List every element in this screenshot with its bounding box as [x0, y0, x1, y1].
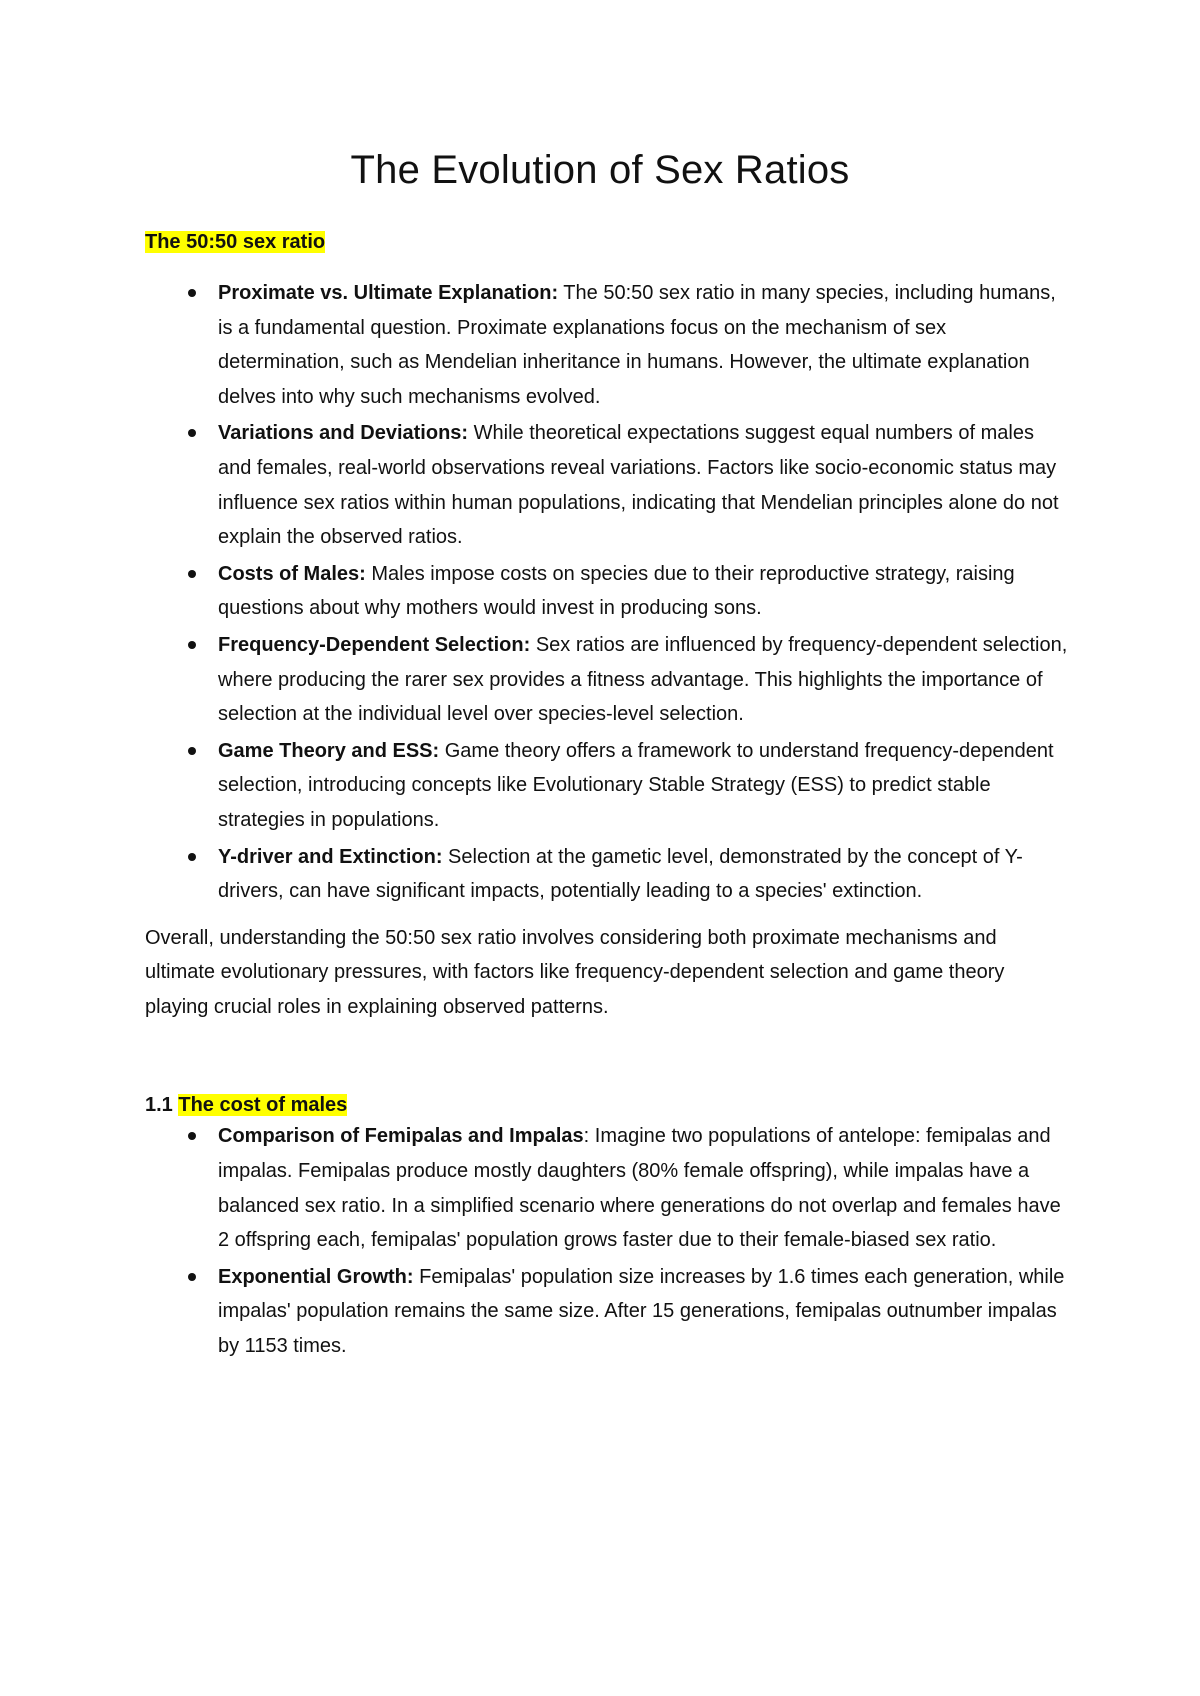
section-number: 1.1: [145, 1094, 179, 1117]
section-sex-ratio: [145, 231, 1070, 1024]
bullet-label: Frequency-Dependent Selection:: [218, 633, 531, 656]
bullet-text: Femipalas' population size increases by 1.6 times each generation, while impalas' population remains the same size. After 15 generations, femipalas outnumber impalas by 1153 times.: [218, 1265, 1065, 1358]
bullet-icon: [188, 570, 196, 578]
section-heading: [145, 231, 1070, 254]
section-heading-text: The cost of males: [178, 1094, 348, 1117]
list-item: [145, 276, 1070, 414]
bullet-label: Variations and Deviations:: [218, 422, 469, 445]
bullet-text: While theoretical expectations suggest equal numbers of males and females, real-world observations reveal variations. Factors like socio-economic status may influence sex ratios within human populations, indicating that Mendelian principles alone do not explain the observed ratios.: [218, 422, 1059, 549]
bullet-text: Game theory offers a framework to understand frequency-dependent selection, introducing concepts like Evolutionary Stable Strategy (ESS) to predict stable strategies in populations.: [218, 739, 1054, 831]
list-item: [145, 734, 1070, 838]
bullet-icon: [188, 1132, 196, 1140]
bullet-icon: [188, 429, 196, 437]
list-item: [145, 1260, 1070, 1364]
bullet-list: [145, 1119, 1070, 1363]
section-heading-text: The 50:50 sex ratio: [145, 231, 326, 253]
bullet-label: Y-driver and Extinction:: [218, 845, 443, 868]
bullet-icon: [188, 289, 196, 297]
bullet-label: Proximate vs. Ultimate Explanation:: [218, 282, 559, 304]
bullet-label: Exponential Growth:: [218, 1265, 414, 1288]
section-heading: [145, 1094, 1070, 1117]
list-item: [145, 840, 1070, 909]
list-item: [145, 416, 1070, 554]
list-item: [145, 1119, 1070, 1257]
list-item: [145, 557, 1070, 626]
bullet-text: Selection at the gametic level, demonstrated by the concept of Y-drivers, can have significant impacts, potentially leading to a species' extinction.: [218, 845, 1023, 903]
document-title: The Evolution of Sex Ratios: [350, 148, 850, 192]
bullet-list: [145, 276, 1070, 909]
list-item: [145, 628, 1070, 732]
bullet-text: The 50:50 sex ratio in many species, including humans, is a fundamental question. Proximate explanations focus on the mechanism of sex determination, such as Mendelian inheritance in humans. However, the ultimate explanation delves into why such mechanisms evolved.: [218, 282, 1056, 408]
bullet-icon: [188, 1273, 196, 1281]
bullet-label: Game Theory and ESS:: [218, 739, 440, 762]
bullet-text: : Imagine two populations of antelope: femipalas and impalas. Femipalas produce mostly daughters (80% female offspring), while impalas have a balanced sex ratio. In a simplified scenario where generations do not overlap and females have 2 offspring each, femipalas' population grows faster due to their female-biased sex ratio.: [218, 1125, 1061, 1252]
bullet-text: Sex ratios are influenced by frequency-dependent selection, where producing the rarer sex provides a fitness advantage. This highlights the importance of selection at the individual level over species-level selection.: [218, 633, 1068, 726]
summary-paragraph: Overall, understanding the 50:50 sex ratio involves considering both proximate mechanisms and ultimate evolutionary pressures, with factors like frequency-dependent selection and game theory playing crucial roles in explaining observed patterns.: [145, 926, 1005, 1018]
bullet-icon: [188, 747, 196, 755]
bullet-label: Costs of Males:: [218, 562, 366, 585]
bullet-icon: [188, 853, 196, 861]
bullet-label: Comparison of Femipalas and Impalas: [218, 1125, 584, 1148]
section-cost-of-males: [145, 1094, 1070, 1363]
bullet-text: Males impose costs on species due to their reproductive strategy, raising questions about why mothers would invest in producing sons.: [218, 562, 1015, 620]
bullet-icon: [188, 641, 196, 649]
